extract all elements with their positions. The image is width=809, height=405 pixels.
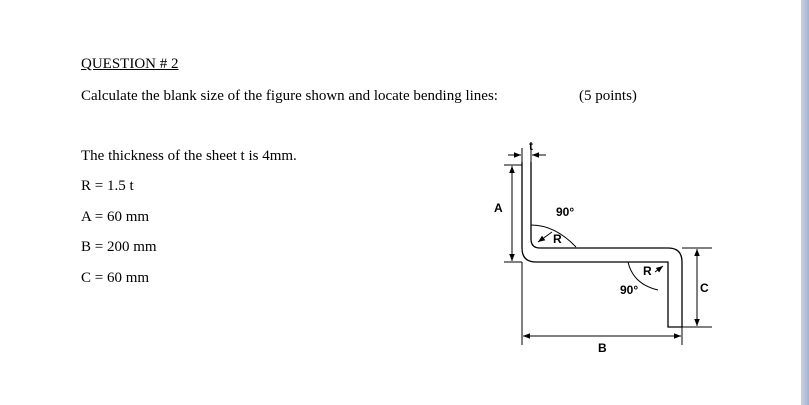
given-thickness: The thickness of the sheet t is 4mm. [81, 148, 297, 164]
label-t: t [529, 139, 533, 153]
dimension-a [504, 165, 522, 262]
question-title: QUESTION # 2 [81, 56, 179, 72]
question-statement: Calculate the blank size of the figure shown and locate bending lines: [81, 88, 498, 104]
sheet-outer-edge [522, 162, 682, 327]
label-b: B [598, 341, 607, 355]
given-dimension-b: B = 200 mm [81, 239, 157, 255]
question-points: (5 points) [579, 88, 637, 104]
given-dimension-a: A = 60 mm [81, 209, 150, 225]
label-a: A [494, 201, 503, 215]
angle-label-upper: 90° [556, 205, 575, 219]
window-edge [801, 0, 809, 405]
sheet-profile [522, 162, 682, 327]
radius-arrow-upper [538, 232, 552, 242]
angle-label-lower: 90° [620, 283, 639, 297]
radius-label-lower: R [643, 264, 652, 278]
radius-label-upper: R [553, 232, 562, 246]
radius-arrow-lower [655, 266, 663, 272]
given-radius: R = 1.5 t [81, 178, 134, 194]
label-c: C [700, 281, 709, 295]
given-dimension-c: C = 60 mm [81, 270, 150, 286]
bent-sheet-figure [480, 130, 720, 365]
thickness-dimension [508, 148, 546, 162]
dimension-b [522, 262, 682, 345]
